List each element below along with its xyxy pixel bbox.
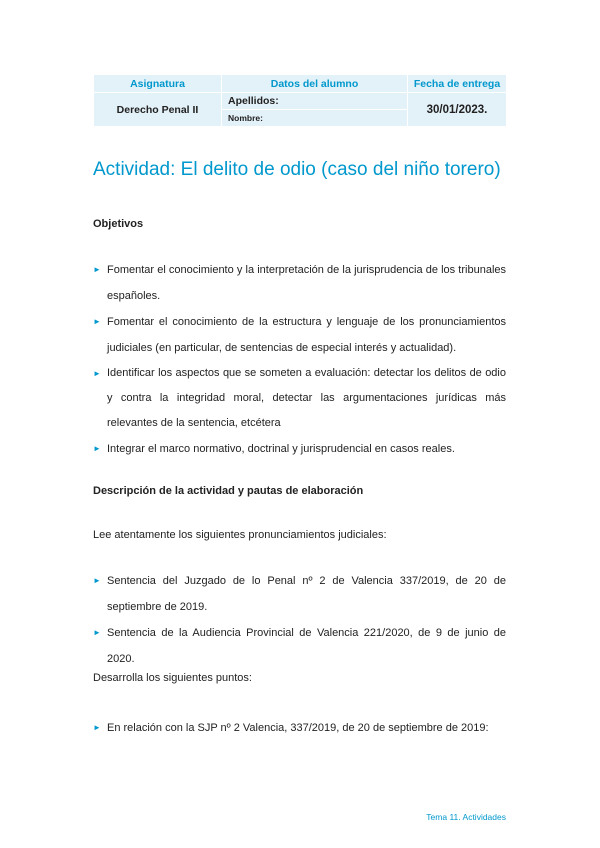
list-item: ► Sentencia de la Audiencia Provincial de Valencia 221/2020, de 9 de junio de 2020.: [93, 620, 506, 672]
list-item: ► Fomentar el conocimiento y la interpretación de la jurisprudencia de los tribunales españoles.: [93, 257, 506, 309]
description-heading: Descripción de la actividad y pautas de elaboración: [93, 485, 364, 497]
description-intro: Lee atentamente los siguientes pronunciamientos judiciales:: [93, 529, 387, 541]
header-table: [93, 74, 507, 127]
rulings-list: [93, 568, 506, 672]
list-item: ► Fomentar el conocimiento de la estructura y lenguaje de los pronunciamientos judiciales (en particular, de sentencias de especial interés y actualidad).: [93, 309, 506, 361]
arrow-bullet-icon: ►: [93, 369, 101, 378]
arrow-bullet-icon: ►: [93, 628, 101, 637]
arrow-bullet-icon: ►: [93, 265, 101, 274]
arrow-bullet-icon: ►: [93, 444, 101, 453]
list-item: ► Integrar el marco normativo, doctrinal y jurisprudencial en casos reales.: [93, 436, 506, 462]
develop-list: [93, 715, 506, 741]
list-item: ► Identificar los aspectos que se someten a evaluación: detectar los delitos de odio y contra la integridad moral, detectar las argumentaciones jurídicas más relevantes de la sentencia, etcétera: [93, 361, 506, 436]
header-date-label: Fecha de entrega: [408, 75, 507, 93]
surname-label: Apellidos:: [222, 93, 408, 110]
list-item: ► Sentencia del Juzgado de lo Penal nº 2 de Valencia 337/2019, de 20 de septiembre de 2019.: [93, 568, 506, 620]
name-label: Nombre:: [222, 110, 408, 127]
date-value: 30/01/2023.: [408, 93, 507, 127]
arrow-bullet-icon: ►: [93, 723, 101, 732]
header-student-label: Datos del alumno: [222, 75, 408, 93]
develop-intro: Desarrolla los siguientes puntos:: [93, 672, 252, 684]
page-title: Actividad: El delito de odio (caso del niño torero): [93, 159, 501, 180]
header-subject-label: Asignatura: [94, 75, 222, 93]
list-item: ► En relación con la SJP nº 2 Valencia, 337/2019, de 20 de septiembre de 2019:: [93, 715, 506, 741]
arrow-bullet-icon: ►: [93, 317, 101, 326]
page-footer: Tema 11. Actividades: [426, 812, 506, 822]
arrow-bullet-icon: ►: [93, 576, 101, 585]
objectives-heading: Objetivos: [93, 218, 144, 230]
subject-value: Derecho Penal II: [94, 93, 222, 127]
objectives-list: [93, 257, 506, 462]
